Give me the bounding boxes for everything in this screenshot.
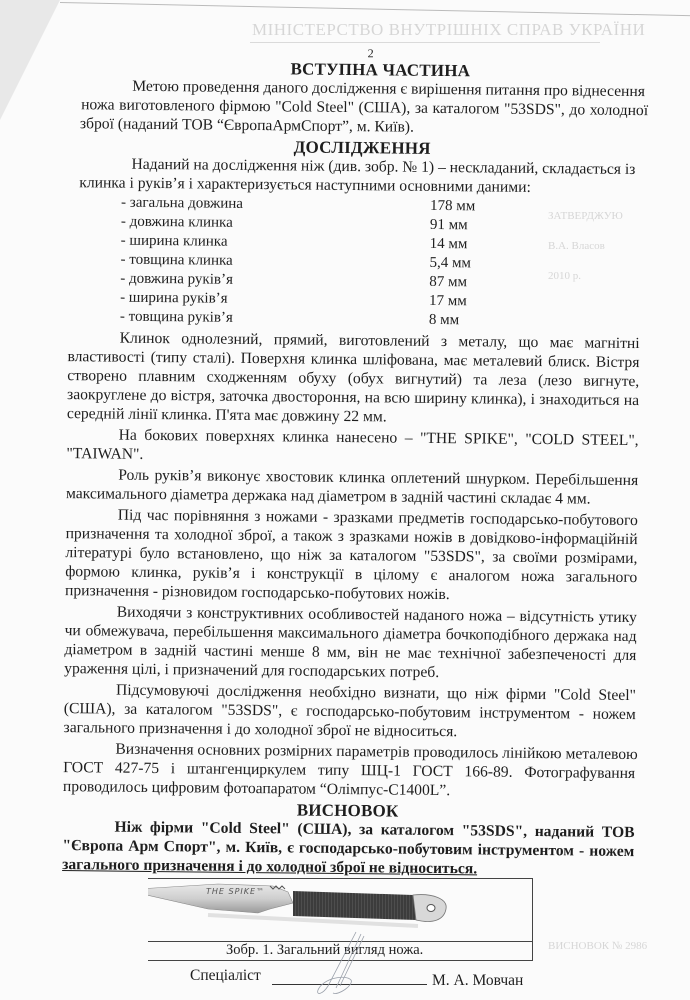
- paragraph-line: "TAIWAN".: [66, 445, 144, 463]
- conclusion-line: "Європа Арм Спорт", м. Київ, є господарсько-побутовим інструментом - ножем: [62, 837, 635, 861]
- paragraph-line: властивості (типу сталі). Поверхня клинка шліфована, має металевий блиск. Вістря: [67, 348, 640, 372]
- paragraph-line: створено плавним сходженням обуху (обух вигнутий) та леза (лезо вигнуте,: [67, 367, 640, 391]
- spec-label: - товщина руків’я: [119, 308, 233, 326]
- paragraph-line: Під час порівняння з ножами - зразками предметів господарсько-побутового: [117, 506, 638, 530]
- paragraph-line: діаметром в задній частині менше 8 мм, він не має технічної забезпеченості для: [64, 641, 637, 665]
- knife-handle: [293, 891, 416, 920]
- spec-value: 178 мм: [430, 197, 476, 215]
- paragraph-line: ГОСТ 427-75 і штангенциркулем типу ШЦ-1 ГОСТ 166-89. Фотографування: [63, 759, 636, 783]
- conclusion-line: загального призначення і до холодної зброї не відноситься.: [62, 856, 478, 878]
- paragraph-line: загального призначення і до холодної зброї не відноситься.: [63, 719, 458, 741]
- research-heading: ДОСЛІДЖЕННЯ: [293, 137, 431, 158]
- paragraph-line: чи обмежувача, перебільшення максимального діаметра бочкоподібного держака над: [64, 622, 637, 646]
- blade-marking: THE SPIKE™: [206, 887, 266, 896]
- spec-label: - ширина руків’я: [120, 289, 228, 307]
- scan-edge-line: [60, 2, 690, 16]
- paragraph-line: формою клинка, руків’я і конструкції в цілому є аналогом ножа загального: [65, 563, 638, 587]
- spec-value: 17 мм: [429, 292, 467, 310]
- spec-label: - довжина клинка: [120, 213, 233, 231]
- paragraph-line: максимального діаметра держака над діаметром в задній частині складає 4 мм.: [65, 485, 591, 508]
- showthrough-rule: [250, 42, 600, 43]
- showthrough-fragment: 2010 р.: [548, 270, 581, 282]
- page-number: 2: [367, 46, 374, 61]
- spec-label: - довжина руків’я: [120, 270, 233, 288]
- paragraph-line: заокруглене до вістря, заточка двостороння, на всю ширину клинка), і знаходиться на: [66, 386, 640, 410]
- signature-name: М. А. Мовчан: [432, 972, 524, 989]
- showthrough-fragment: ЗАТВЕРДЖУЮ: [548, 210, 623, 222]
- paragraph-line: Визначення основних розмірних параметрів проводилось лінійкою металевою: [115, 740, 638, 764]
- spec-value: 91 мм: [429, 216, 468, 234]
- spec-value: 5,4 мм: [429, 254, 472, 272]
- spec-value: 14 мм: [429, 235, 468, 253]
- spec-label: - товщина клинка: [120, 251, 233, 269]
- paragraph-line: (США), за каталогом "53SDS", є господарсько-побутовим інструментом - ножем: [63, 700, 636, 724]
- paragraph-line: літературі було встановлено, що ніж за каталогом "53SDS", за своїми розмірами,: [65, 544, 638, 568]
- lanyard-hole: [427, 905, 435, 912]
- handwritten-signature: [306, 930, 396, 998]
- spec-value: 8 мм: [428, 311, 460, 329]
- paragraph-line: Клинок однолезний, прямий, виготовлений з металу, що має магнітні: [119, 329, 640, 353]
- paragraph-line: проводилось цифровим фотоапаратом “Олімпус-С1400L”.: [62, 778, 451, 800]
- paragraph-line: середній лінії клинка. П'ята має довжину 22 мм.: [66, 405, 387, 426]
- showthrough-fragment: ВИСНОВОК № 2986: [548, 940, 648, 952]
- research-lead-line: клинка і руків’я і характеризується наступними основними даними:: [79, 174, 531, 196]
- paragraph-line: Роль руків’я виконує хвостовик клинка оплетений шнурком. Перебільшення: [118, 466, 639, 490]
- paragraph-line: призначення - різновидом господарсько-побутових ножів.: [64, 582, 450, 604]
- showthrough-fragment: В.А. Власов: [548, 240, 605, 252]
- conclusion-heading: ВИСНОВОК: [296, 800, 399, 821]
- spec-value: 87 мм: [429, 273, 468, 291]
- paragraph-line: Підсумовуючі дослідження необхідно визнати, що ніж фірми "Cold Steel": [115, 681, 637, 705]
- intro-line: Метою проведення даного дослідження є вирішення питання про віднесення: [132, 77, 646, 101]
- spec-label: - загальна довжина: [121, 194, 244, 212]
- intro-heading: ВСТУПНА ЧАСТИНА: [290, 59, 471, 81]
- intro-line: ножа виготовленого фірмою "Cold Steel" (США), за каталогом "53SDS", до холодної: [81, 96, 649, 120]
- signature-role: Спеціаліст: [190, 967, 261, 984]
- conclusion-line: Ніж фірми "Cold Steel" (США), за каталогом "53SDS", наданий ТОВ: [114, 818, 635, 842]
- intro-line: зброї (наданий ТОВ “ЄвропаАрмСпорт”, м. Київ).: [79, 115, 415, 136]
- page-fold-shadow: [0, 0, 60, 120]
- figure-caption: Зобр. 1. Загальний вигляд ножа.: [226, 942, 424, 958]
- spec-label: - ширина клинка: [120, 232, 228, 250]
- research-lead-line: Наданий на дослідження ніж (див. зобр. № 1) – нескладаний, складається із: [131, 155, 636, 179]
- paragraph-line: призначення та холодної зброї, а також з зразками ножів в довідково-інформаційній: [65, 525, 638, 549]
- showthrough-heading: МІНІСТЕРСТВО ВНУТРІШНІХ СПРАВ УКРАЇНИ: [252, 20, 646, 39]
- paragraph-line: ураження цілі, і призначений для господарських потреб.: [64, 660, 440, 681]
- paragraph-line: На бокових поверхнях клинка нанесено – "THE SPIKE", "COLD STEEL",: [118, 426, 639, 450]
- paragraph-line: Виходячи з конструктивних особливостей наданого ножа – відсутність утику: [116, 603, 637, 627]
